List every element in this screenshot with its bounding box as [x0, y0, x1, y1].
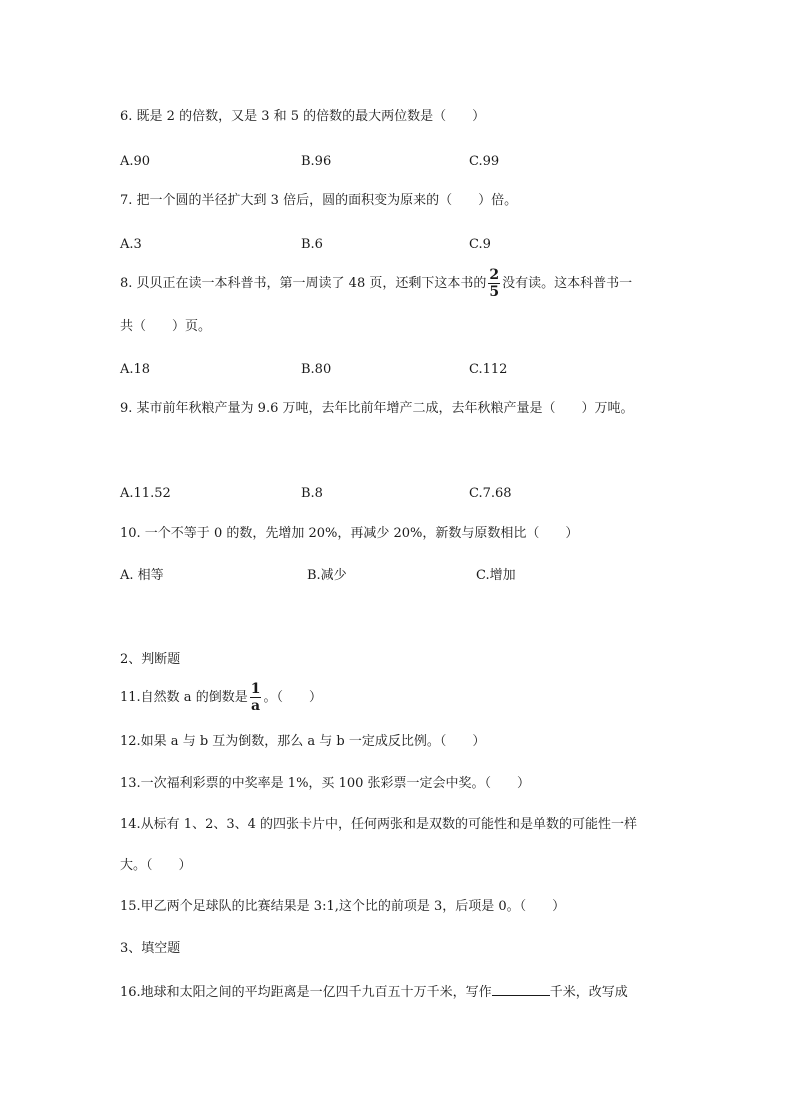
- question-8-line-1: [120, 268, 632, 299]
- question-11-text-before: 11.自然数 a 的倒数是: [120, 690, 248, 705]
- question-6-option-a: A.90: [120, 154, 151, 169]
- question-9-option-c: C.7.68: [469, 486, 512, 501]
- question-9-text: 9. 某市前年秋粮产量为 9.6 万吨，去年比前年增产二成，去年秋粮产量是（ ）万吨。: [120, 401, 634, 416]
- question-13: 13.一次福利彩票的中奖率是 1%，买 100 张彩票一定会中奖。（ ）: [120, 776, 531, 791]
- section-2-title: 2、判断题: [120, 652, 181, 667]
- fraction-denominator: 5: [489, 284, 500, 300]
- question-10-text: 10. 一个不等于 0 的数，先增加 20%，再减少 20%，新数与原数相比（ ）: [120, 526, 579, 541]
- question-16-text-after: 千米，改写成: [549, 985, 628, 1000]
- question-10-option-c: C.增加: [476, 568, 516, 583]
- question-8-option-c: C.112: [469, 362, 508, 377]
- answer-blank[interactable]: [492, 983, 550, 996]
- question-7-text: 7. 把一个圆的半径扩大到 3 倍后，圆的面积变为原来的（ ）倍。: [120, 193, 518, 208]
- question-7-option-b: B.6: [301, 237, 323, 252]
- section-3-title: 3、填空题: [120, 941, 181, 956]
- question-6-text: 6. 既是 2 的倍数，又是 3 和 5 的倍数的最大两位数是（ ）: [120, 109, 486, 124]
- fraction-numerator: 1: [250, 681, 261, 697]
- question-10-option-a: A. 相等: [120, 568, 164, 583]
- question-16-text-before: 16.地球和太阳之间的平均距离是一亿四千九百五十万千米，写作: [120, 985, 492, 1000]
- question-8-text-after: 没有读。这本科普书一: [502, 276, 633, 291]
- question-8-text-before: 8. 贝贝正在读一本科普书，第一周读了 48 页，还剩下这本书的: [120, 276, 487, 291]
- question-7-option-c: C.9: [469, 237, 491, 252]
- question-7-option-a: A.3: [120, 237, 142, 252]
- fraction-denominator: a: [251, 698, 261, 714]
- question-12: 12.如果 a 与 b 互为倒数，那么 a 与 b 一定成反比例。（ ）: [120, 734, 486, 749]
- fraction-two-fifths: [488, 268, 500, 299]
- question-6-option-c: C.99: [469, 154, 500, 169]
- question-16: [120, 983, 628, 1002]
- question-8-option-b: B.80: [301, 362, 332, 377]
- question-8-option-a: A.18: [120, 362, 151, 377]
- question-14-line-1: 14.从标有 1、2、3、4 的四张卡片中，任何两张和是双数的可能性和是单数的可能性一样: [120, 817, 638, 832]
- question-10-option-b: B.减少: [307, 568, 347, 583]
- question-14-line-2: 大。（ ）: [120, 858, 192, 873]
- question-11: [120, 682, 322, 713]
- question-8-line-2: 共（ ）页。: [120, 319, 212, 334]
- question-9-option-b: B.8: [301, 486, 323, 501]
- question-15: 15.甲乙两个足球队的比赛结果是 3:1,这个比的前项是 3，后项是 0。（ ）: [120, 899, 566, 914]
- fraction-numerator: 2: [489, 267, 500, 283]
- question-9-option-a: A.11.52: [120, 486, 171, 501]
- fraction-one-over-a: [250, 682, 262, 713]
- question-6-option-b: B.96: [301, 154, 332, 169]
- question-11-text-after: 。（ ）: [263, 690, 322, 705]
